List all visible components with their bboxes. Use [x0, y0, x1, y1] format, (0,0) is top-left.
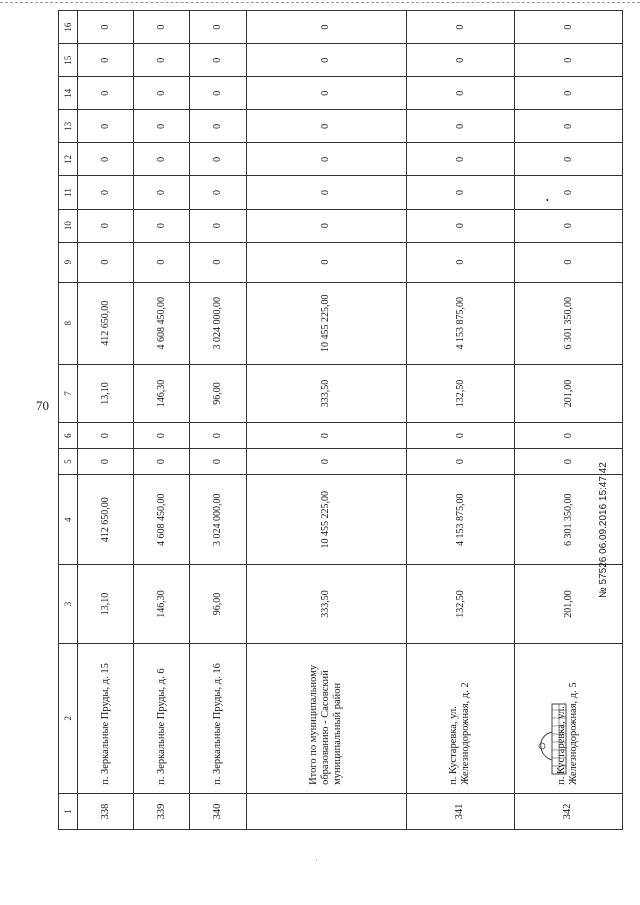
table-cell: 0 — [78, 44, 134, 77]
scan-mark: • — [546, 196, 549, 205]
table-cell: 0 — [134, 44, 190, 77]
table-cell: 0 — [514, 209, 622, 242]
table-cell: 0 — [190, 44, 246, 77]
table-row — [406, 11, 514, 830]
column-header: 8 — [59, 282, 78, 364]
address-cell: п. Кустаревка, ул. Железнодорожная, д. 5 — [514, 643, 622, 793]
column-header: 1 — [59, 793, 78, 829]
table-cell: 0 — [134, 110, 190, 143]
table-cell: 3 024 000,00 — [190, 475, 246, 565]
address-cell: п. Зеркальные Пруды, д. 15 — [78, 643, 134, 793]
table-cell: 0 — [246, 209, 406, 242]
table-cell: 0 — [190, 11, 246, 44]
table-cell: 96,00 — [190, 565, 246, 643]
row-number — [246, 793, 406, 829]
table-cell: 0 — [190, 449, 246, 475]
subtotal-label: Итого по муниципальному образованию - Сасовский муниципальный район — [246, 643, 406, 793]
row-number: 341 — [406, 793, 514, 829]
row-number: 340 — [190, 793, 246, 829]
table-cell: 96,00 — [190, 364, 246, 422]
row-number: 338 — [78, 793, 134, 829]
table-cell: 6 301 350,00 — [514, 282, 622, 364]
table-cell: 3 024 000,00 — [190, 282, 246, 364]
table-cell: 0 — [406, 423, 514, 449]
table-cell: 0 — [134, 176, 190, 209]
table-cell: 0 — [514, 449, 622, 475]
table-cell: 0 — [190, 110, 246, 143]
table-cell: 0 — [134, 449, 190, 475]
table-cell: 0 — [78, 110, 134, 143]
table-cell: 201,00 — [514, 364, 622, 422]
row-number: 339 — [134, 793, 190, 829]
table-cell: 0 — [190, 77, 246, 110]
table-cell: 146,30 — [134, 364, 190, 422]
table-cell: 0 — [246, 143, 406, 176]
table-cell: 0 — [246, 44, 406, 77]
column-header: 15 — [59, 44, 78, 77]
scan-mark: · — [315, 856, 318, 865]
table-cell: 333,50 — [246, 364, 406, 422]
table-cell: 0 — [514, 44, 622, 77]
column-header: 5 — [59, 449, 78, 475]
column-header: 2 — [59, 643, 78, 793]
table-cell: 0 — [406, 143, 514, 176]
table-cell: 0 — [134, 77, 190, 110]
table-cell: 0 — [406, 242, 514, 282]
table-header-row — [59, 11, 78, 830]
table-cell: 0 — [78, 423, 134, 449]
table-cell: 0 — [190, 423, 246, 449]
table-cell: 0 — [246, 449, 406, 475]
table-cell: 0 — [78, 449, 134, 475]
table-cell: 0 — [190, 143, 246, 176]
table-cell: 0 — [246, 11, 406, 44]
table-cell: 412 650,00 — [78, 282, 134, 364]
table-cell: 4 608 450,00 — [134, 282, 190, 364]
table-cell: 0 — [134, 242, 190, 282]
table-cell: 0 — [78, 143, 134, 176]
column-header: 7 — [59, 364, 78, 422]
table-cell: 0 — [134, 143, 190, 176]
column-header: 4 — [59, 475, 78, 565]
table-cell: 0 — [134, 11, 190, 44]
table-cell: 0 — [134, 423, 190, 449]
table-cell: 333,50 — [246, 565, 406, 643]
table-cell: 13,10 — [78, 364, 134, 422]
table-cell: 0 — [134, 209, 190, 242]
table-cell: 412 650,00 — [78, 475, 134, 565]
table-cell: 0 — [246, 110, 406, 143]
table-cell: 0 — [406, 110, 514, 143]
table-cell: 0 — [246, 423, 406, 449]
page-top-rule — [0, 2, 640, 3]
column-header: 10 — [59, 209, 78, 242]
table-cell: 10 455 225,00 — [246, 475, 406, 565]
table-cell: 0 — [78, 209, 134, 242]
table-cell: 0 — [190, 176, 246, 209]
address-cell: п. Зеркальные Пруды, д. 16 — [190, 643, 246, 793]
table-cell: 0 — [78, 242, 134, 282]
column-header: 13 — [59, 110, 78, 143]
registration-number: № 57526 06.09.2016 15:47:42 — [598, 462, 609, 598]
row-number: 342 — [514, 793, 622, 829]
column-header: 11 — [59, 176, 78, 209]
page-number: 70 — [36, 398, 49, 413]
table-cell: 0 — [514, 176, 622, 209]
table-cell: 0 — [190, 242, 246, 282]
table-cell: 0 — [514, 423, 622, 449]
table-cell: 4 608 450,00 — [134, 475, 190, 565]
column-header: 3 — [59, 565, 78, 643]
table-row — [134, 11, 190, 830]
subtotal-row — [246, 11, 406, 830]
table-cell: 4 153 875,00 — [406, 282, 514, 364]
table-cell: 10 455 225,00 — [246, 282, 406, 364]
table-cell: 0 — [406, 11, 514, 44]
column-header: 12 — [59, 143, 78, 176]
table-cell: 0 — [246, 77, 406, 110]
address-cell: п. Кустаревка, ул. Железнодорожная, д. 2 — [406, 643, 514, 793]
table-cell: 132,50 — [406, 364, 514, 422]
table-row — [78, 11, 134, 830]
table-cell: 0 — [190, 209, 246, 242]
table-cell: 4 153 875,00 — [406, 475, 514, 565]
table-row — [190, 11, 246, 830]
table-cell: 0 — [514, 143, 622, 176]
table-cell: 0 — [246, 242, 406, 282]
registration-stamp-logo — [530, 660, 590, 780]
table-cell: 201,00 — [514, 565, 622, 643]
column-header: 16 — [59, 11, 78, 44]
column-header: 9 — [59, 242, 78, 282]
table-cell: 0 — [406, 209, 514, 242]
table-cell: 132,50 — [406, 565, 514, 643]
table-cell: 6 301 350,00 — [514, 475, 622, 565]
table-cell: 0 — [406, 176, 514, 209]
table-cell: 0 — [406, 449, 514, 475]
table-cell: 0 — [78, 11, 134, 44]
address-cell: п. Зеркальные Пруды, д. 6 — [134, 643, 190, 793]
table-cell: 146,30 — [134, 565, 190, 643]
column-header: 6 — [59, 423, 78, 449]
table-cell: 13,10 — [78, 565, 134, 643]
table-cell: 0 — [78, 77, 134, 110]
table-cell: 0 — [514, 11, 622, 44]
table-cell: 0 — [514, 110, 622, 143]
table-cell: 0 — [246, 176, 406, 209]
table-cell: 0 — [406, 77, 514, 110]
table-cell: 0 — [514, 77, 622, 110]
table-cell: 0 — [406, 44, 514, 77]
column-header: 14 — [59, 77, 78, 110]
table-cell: 0 — [514, 242, 622, 282]
table-cell: 0 — [78, 176, 134, 209]
